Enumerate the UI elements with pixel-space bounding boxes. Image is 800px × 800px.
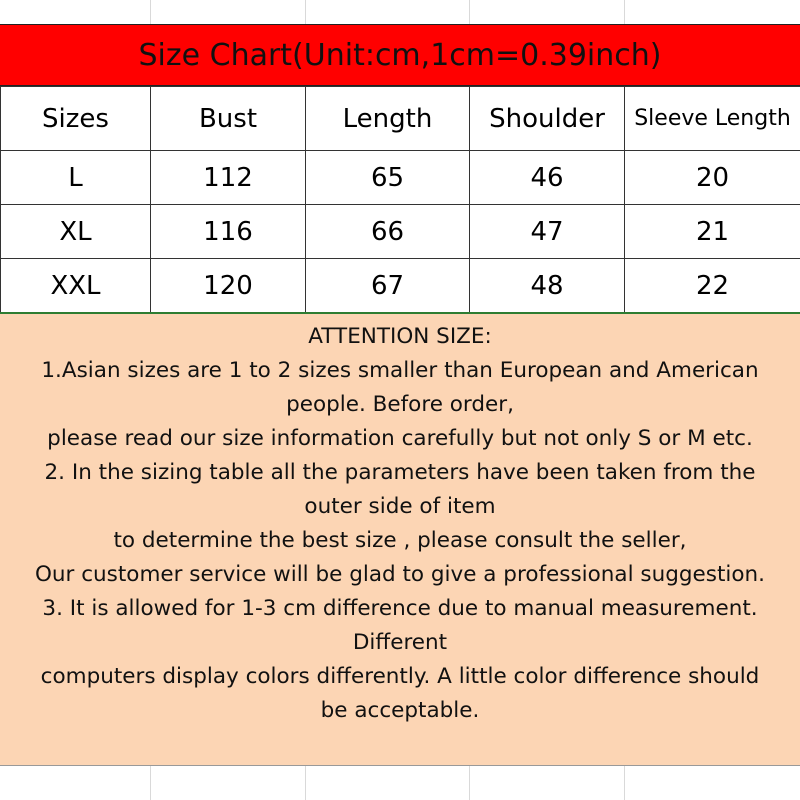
header-length: Length — [306, 87, 470, 151]
cell-size: L — [1, 151, 151, 205]
notice-line: 3. It is allowed for 1-3 cm difference due to manual measurement. — [42, 596, 758, 621]
sheet-gridline — [150, 0, 151, 24]
cell-bust: 116 — [151, 205, 306, 259]
cell-sleeve-length: 20 — [625, 151, 800, 205]
sheet-gridline — [305, 766, 306, 800]
notice-line: be acceptable. — [320, 698, 480, 723]
notice-line: 2. In the sizing table all the parameters have been taken from the — [44, 460, 756, 485]
cell-shoulder: 47 — [470, 205, 625, 259]
size-table — [0, 86, 800, 313]
sheet-gridline — [624, 766, 625, 800]
table-row — [1, 151, 800, 205]
size-attention-notice — [0, 312, 800, 766]
sheet-gridline — [305, 0, 306, 24]
header-sizes: Sizes — [1, 87, 151, 151]
size-chart-title-text: Size Chart(Unit:cm,1cm=0.39inch) — [138, 37, 662, 73]
table-header-row — [1, 87, 800, 151]
notice-line: 1.Asian sizes are 1 to 2 sizes smaller than European and American — [41, 358, 759, 383]
cell-size: XXL — [1, 259, 151, 313]
notice-line: Different — [352, 630, 448, 655]
notice-line: people. Before order, — [286, 392, 514, 417]
cell-shoulder: 46 — [470, 151, 625, 205]
sheet-gridline — [469, 0, 470, 24]
notice-line: computers display colors differently. A little color difference should — [40, 664, 760, 689]
size-chart-title — [0, 24, 800, 86]
cell-bust: 120 — [151, 259, 306, 313]
table-row — [1, 259, 800, 313]
notice-line: Our customer service will be glad to give a professional suggestion. — [35, 562, 765, 587]
cell-sleeve-length: 21 — [625, 205, 800, 259]
cell-bust: 112 — [151, 151, 306, 205]
sheet-gridline — [150, 766, 151, 800]
notice-line: please read our size information carefully but not only S or M etc. — [47, 426, 753, 451]
header-sleeve-length: Sleeve Length — [625, 87, 800, 151]
notice-heading: ATTENTION SIZE: — [308, 324, 492, 349]
cell-length: 66 — [306, 205, 470, 259]
cell-shoulder: 48 — [470, 259, 625, 313]
header-bust: Bust — [151, 87, 306, 151]
cell-sleeve-length: 22 — [625, 259, 800, 313]
sheet-gridline — [469, 766, 470, 800]
cell-size: XL — [1, 205, 151, 259]
sheet-gridline — [624, 0, 625, 24]
cell-length: 65 — [306, 151, 470, 205]
cell-length: 67 — [306, 259, 470, 313]
table-row — [1, 205, 800, 259]
notice-line: to determine the best size , please consult the seller, — [113, 528, 687, 553]
notice-line: outer side of item — [304, 494, 496, 519]
header-shoulder: Shoulder — [470, 87, 625, 151]
